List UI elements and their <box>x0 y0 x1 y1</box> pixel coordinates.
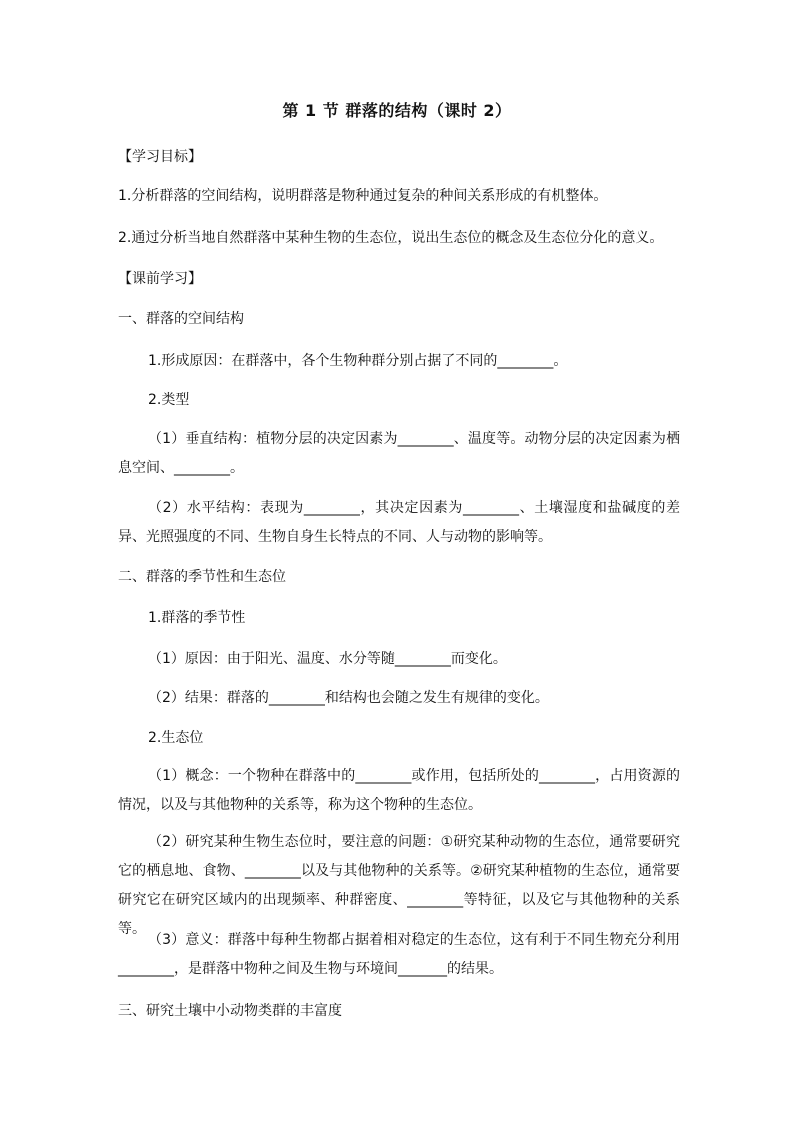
niche-study: （2）研究某种生物生态位时，要注意的问题：①研究某种动物的生态位，通常要研究它的栖息地、食物、________以及与其他物种的关系等。②研究某种植物的生态位，通常要研究它在研究区域内的出现频率、种群密度、________等特征，以及它与其他物种的关系等。 <box>118 834 680 937</box>
page-title: 第 1 节 群落的结构（课时 2） <box>282 101 512 120</box>
objective-1: 1.分析群落的空间结构，说明群落是物种通过复杂的种间关系形成的有机整体。 <box>118 188 608 204</box>
horizontal-structure: （2）水平结构：表现为________，其决定因素为________、土壤湿度和盐碱度的差异、光照强度的不同、生物自身生长特点的不同、人与动物的影响等。 <box>118 500 680 545</box>
niche-significance: （3）意义：群落中每种生物都占据着相对稳定的生态位，这有利于不同生物充分利用________，是群落中物种之间及生物与环境间_______的结果。 <box>118 932 680 977</box>
section3-heading: 三、研究土壤中小动物类群的丰富度 <box>118 1003 342 1019</box>
seasonal-title: 1.群落的季节性 <box>148 610 246 626</box>
section1-heading: 一、群落的空间结构 <box>118 311 244 327</box>
objective-2: 2.通过分析当地自然群落中某种生物的生态位，说出生态位的概念及生态位分化的意义。 <box>118 230 664 246</box>
niche-title: 2.生态位 <box>148 730 204 746</box>
seasonal-result: （2）结果：群落的________和结构也会随之发生有规律的变化。 <box>148 690 549 706</box>
prestudy-heading: 【课前学习】 <box>118 271 202 287</box>
types-title: 2.类型 <box>148 392 190 408</box>
objectives-heading: 【学习目标】 <box>118 149 202 165</box>
formation-cause: 1.形成原因：在群落中，各个生物种群分别占据了不同的________。 <box>148 353 568 369</box>
section2-heading: 二、群落的季节性和生态位 <box>118 569 286 585</box>
niche-concept: （1）概念：一个物种在群落中的________或作用，包括所处的________，占用资源的情况，以及与其他物种的关系等，称为这个物种的生态位。 <box>118 768 680 813</box>
seasonal-reason: （1）原因：由于阳光、温度、水分等随________而变化。 <box>148 651 507 667</box>
vertical-structure: （1）垂直结构：植物分层的决定因素为________、温度等。动物分层的决定因素为栖息空间、________。 <box>118 431 680 476</box>
